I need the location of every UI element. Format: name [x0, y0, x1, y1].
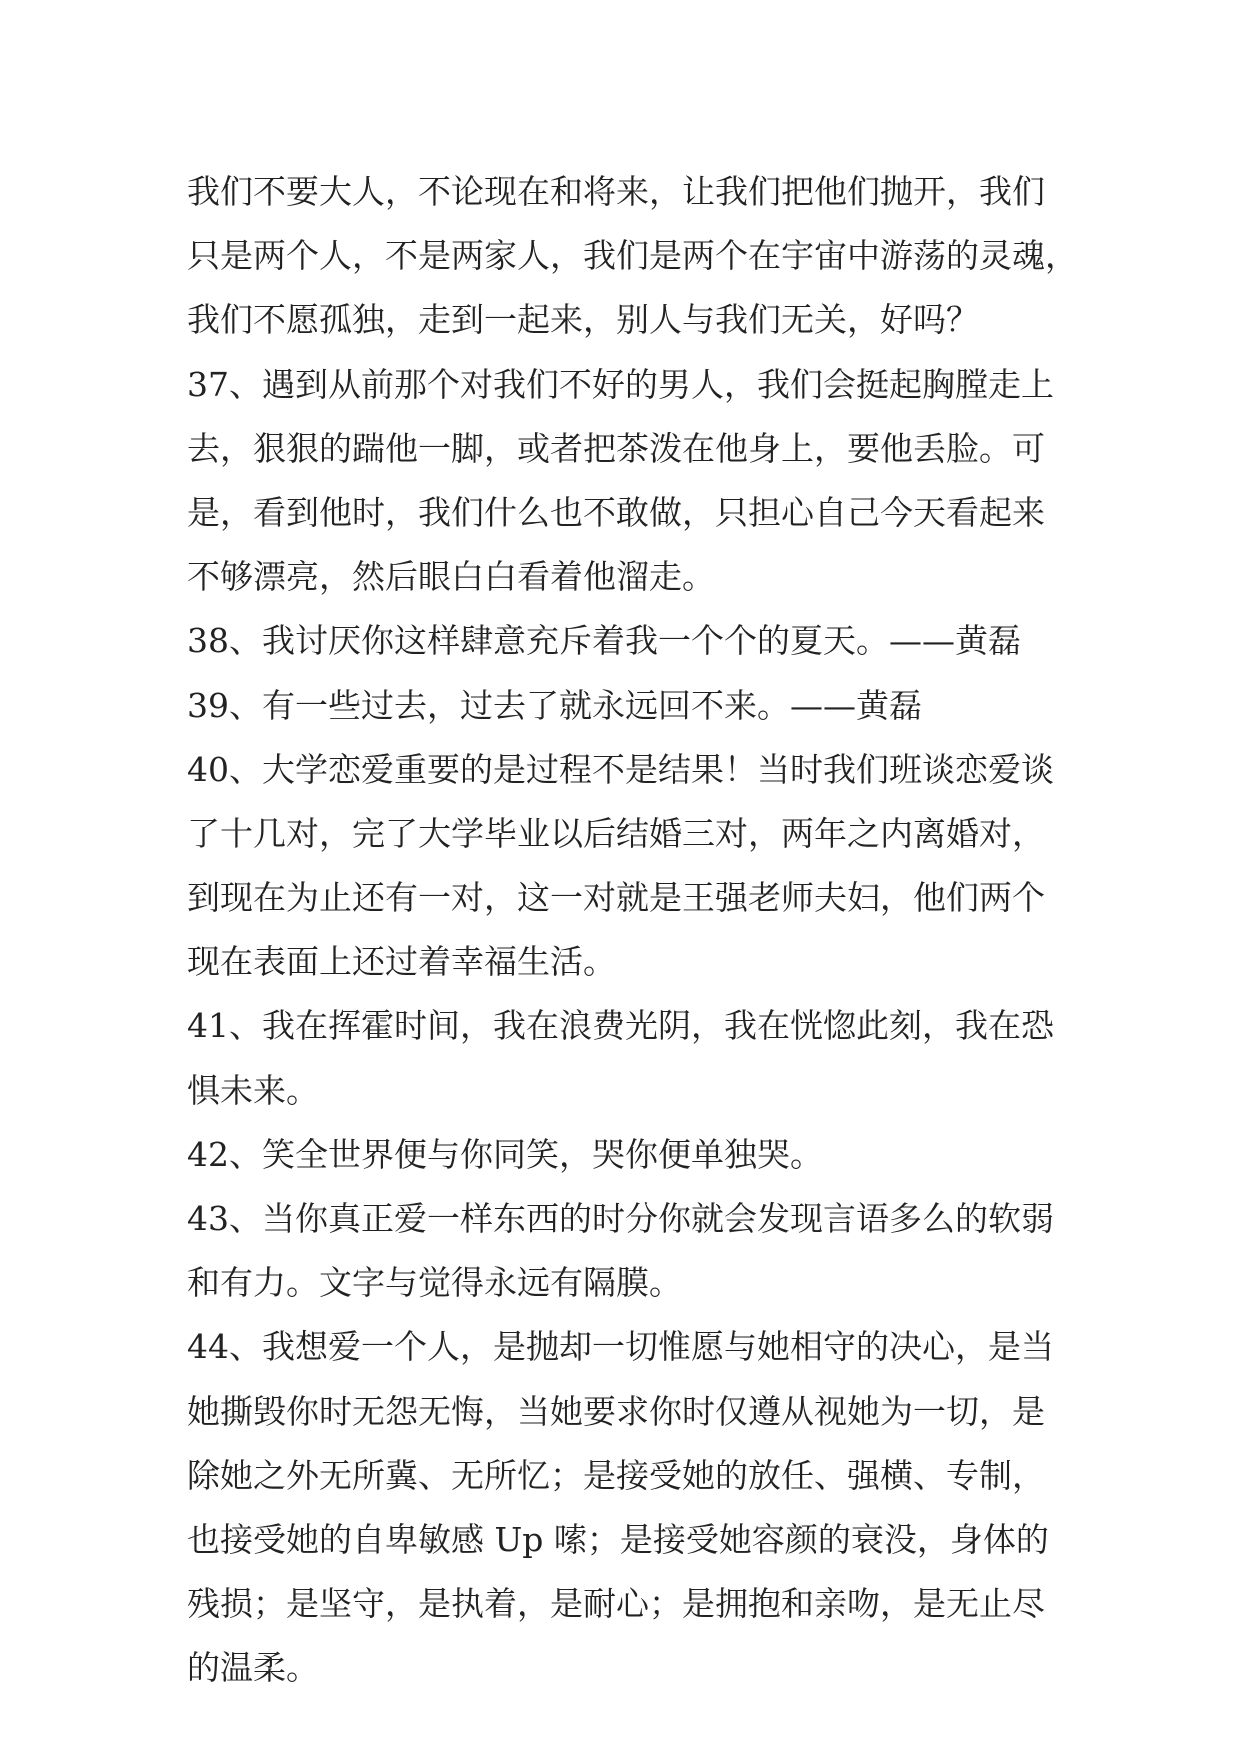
text-line: 37、遇到从前那个对我们不好的男人，我们会挺起胸膛走上: [187, 364, 1054, 404]
text-line: 不够漂亮，然后眼白白看着他溜走。: [187, 557, 715, 597]
text-line: 我们不愿孤独，走到一起来，别人与我们无关，好吗？: [187, 300, 979, 340]
text-line: 她撕毁你时无怨无悔，当她要求你时仅遵从视她为一切，是: [187, 1391, 1045, 1431]
text-line: 40、大学恋爱重要的是过程不是结果！当时我们班谈恋爱谈: [187, 749, 1054, 789]
text-line: 惧未来。: [187, 1070, 319, 1110]
text-line: 了十几对，完了大学毕业以后结婚三对，两年之内离婚对，: [187, 813, 1045, 853]
document-body: [187, 160, 1078, 1701]
text-line: 到现在为止还有一对，这一对就是王强老师夫妇，他们两个: [187, 878, 1045, 918]
text-line: 只是两个人，不是两家人，我们是两个在宇宙中游荡的灵魂，: [187, 236, 1078, 276]
text-line: 残损；是坚守，是执着，是耐心；是拥抱和亲吻，是无止尽: [187, 1584, 1045, 1624]
text-line: 去，狠狠的踹他一脚，或者把茶泼在他身上，要他丢脸。可: [187, 428, 1045, 468]
text-line: 现在表面上还过着幸福生活。: [187, 942, 616, 982]
text-line: 是，看到他时，我们什么也不敢做，只担心自己今天看起来: [187, 492, 1045, 532]
text-line: 除她之外无所冀、无所忆；是接受她的放任、强横、专制，: [187, 1455, 1045, 1495]
text-line: 也接受她的自卑敏感 Up 嗦；是接受她容颜的衰没，身体的: [187, 1519, 1049, 1559]
text-line: 41、我在挥霍时间，我在浪费光阴，我在恍惚此刻，我在恐: [187, 1006, 1054, 1046]
text-line: 的温柔。: [187, 1648, 319, 1688]
text-line: 43、当你真正爱一样东西的时分你就会发现言语多么的软弱: [187, 1199, 1054, 1238]
text-line: 我们不要大人，不论现在和将来，让我们把他们抛开，我们: [187, 172, 1045, 211]
text-line: 42、笑全世界便与你同笑，哭你便单独哭。: [187, 1134, 823, 1174]
text-line: 38、我讨厌你这样肆意充斥着我一个个的夏天。——黄磊: [187, 621, 1021, 661]
text-line: 44、我想爱一个人，是抛却一切惟愿与她相守的决心，是当: [187, 1327, 1054, 1367]
text-line: 39、有一些过去，过去了就永远回不来。——黄磊: [187, 685, 922, 725]
text-line: 和有力。文字与觉得永远有隔膜。: [187, 1263, 682, 1303]
